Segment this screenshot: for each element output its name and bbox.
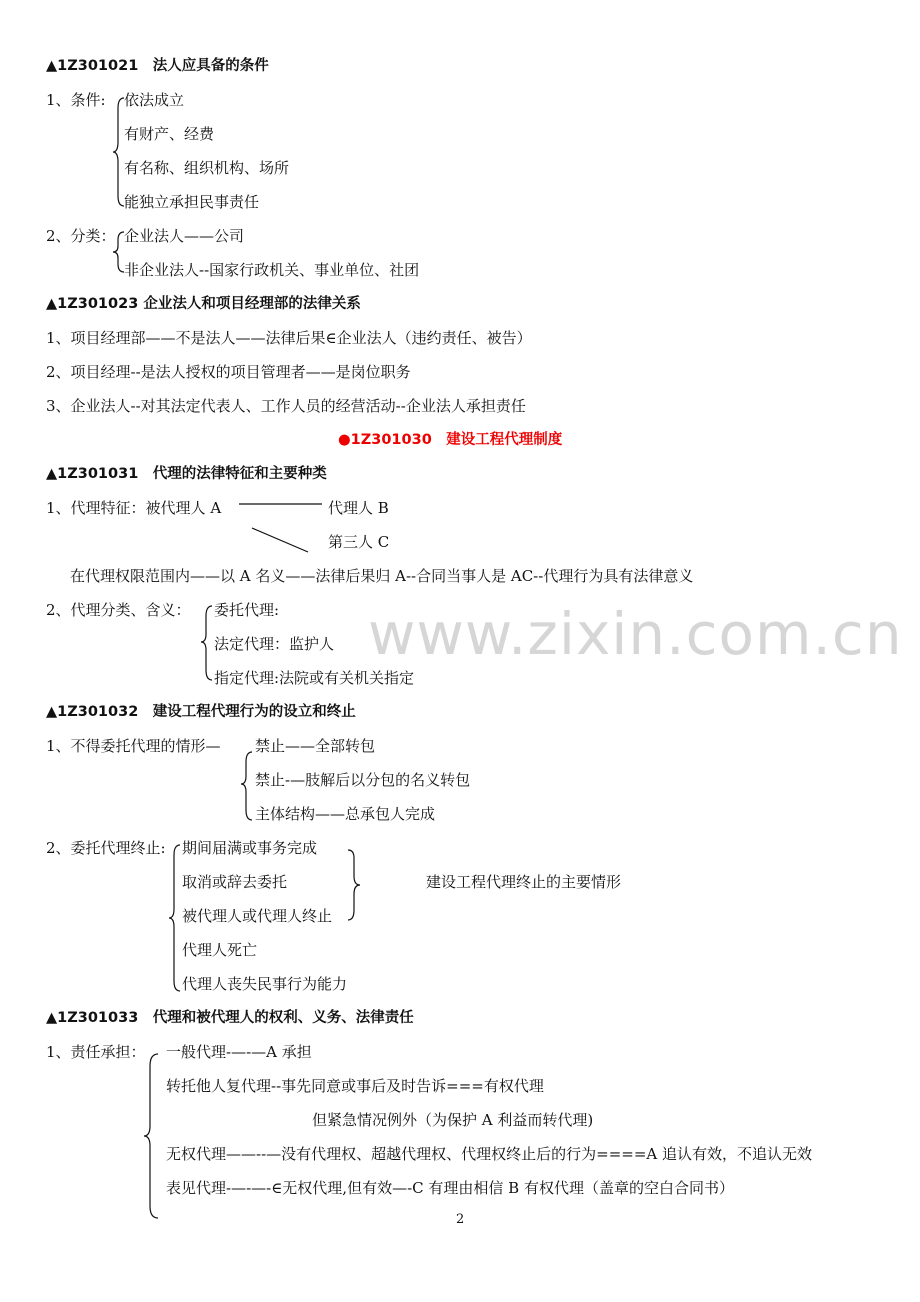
heading-1z301033: ▲1Z301033 代理和被代理人的权利、义务、法律责任 [46, 1010, 414, 1026]
text-line: 1、项目经理部——不是法人——法律后果∈企业法人（违约责任、被告） [46, 329, 532, 347]
classification-item: 非企业法人--国家行政机关、事业单位、社团 [124, 261, 420, 279]
no-delegation-item: 主体结构——总承包人完成 [255, 805, 436, 823]
conditions-label: 1、条件: [46, 91, 106, 109]
no-delegation-item: 禁止——全部转包 [255, 737, 376, 755]
brace-left-icon [168, 843, 182, 993]
termination-item: 代理人死亡 [182, 941, 258, 959]
brace-left-icon [142, 1052, 162, 1220]
termination-item: 取消或辞去委托 [182, 873, 288, 891]
heading-1z301031: ▲1Z301031 代理的法律特征和主要种类 [46, 466, 327, 482]
agency-type-item: 法定代理：监护人 [214, 635, 335, 653]
liability-item: 但紧急情况例外（为保护 A 利益而转代理) [312, 1111, 594, 1129]
brace-left-icon [112, 96, 126, 208]
classification-item: 企业法人——公司 [124, 227, 245, 245]
condition-item: 能独立承担民事责任 [124, 193, 260, 211]
termination-item: 代理人丧失民事行为能力 [182, 975, 348, 993]
agent-b-label: 代理人 B [328, 499, 389, 517]
liability-item: 表见代理-—-—-∈无权代理,但有效—-C 有理由相信 B 有权代理（盖章的空白合同书） [166, 1179, 734, 1197]
heading-1z301021: ▲1Z301021 法人应具备的条件 [46, 58, 269, 74]
agency-features-label: 1、代理特征：被代理人 A [46, 499, 222, 517]
page-number: 2 [456, 1212, 465, 1227]
brace-right-icon [346, 848, 364, 922]
relation-lines-icon [238, 500, 323, 556]
liability-item: 转托他人复代理--事先同意或事后及时告诉===有权代理 [166, 1077, 544, 1095]
agency-types-label: 2、代理分类、含义： [46, 601, 191, 619]
watermark: www.zixin.com.cn [368, 600, 903, 668]
section-title: ●1Z301030 建设工程代理制度 [338, 432, 563, 448]
termination-item: 被代理人或代理人终止 [182, 907, 333, 925]
no-delegation-item: 禁止-—肢解后以分包的名义转包 [255, 771, 471, 789]
text-line: 2、项目经理--是法人授权的项目管理者——是岗位职务 [46, 363, 411, 381]
text-line: 3、企业法人--对其法定代表人、工作人员的经营活动--企业法人承担责任 [46, 397, 526, 415]
agency-type-item: 指定代理:法院或有关机关指定 [214, 669, 415, 687]
liability-label: 1、责任承担： [46, 1043, 146, 1061]
brace-left-icon [112, 230, 126, 274]
agency-type-item: 委托代理: [214, 601, 280, 619]
heading-1z301032: ▲1Z301032 建设工程代理行为的设立和终止 [46, 704, 356, 720]
condition-item: 有财产、经费 [124, 125, 215, 143]
no-delegation-label: 1、不得委托代理的情形— [46, 737, 221, 755]
heading-1z301023: ▲1Z301023 企业法人和项目经理部的法律关系 [46, 296, 361, 312]
classification-label: 2、分类： [46, 227, 116, 245]
text-line: 在代理权限范围内——以 A 名义——法律后果归 A--合同当事人是 AC--代理行为具有法律意义 [70, 567, 694, 585]
condition-item: 有名称、组织机构、场所 [124, 159, 290, 177]
brace-left-icon [200, 604, 214, 684]
termination-note: 建设工程代理终止的主要情形 [426, 873, 622, 891]
brace-left-icon [240, 750, 254, 822]
termination-item: 期间届满或事务完成 [182, 839, 318, 857]
third-party-c-label: 第三人 C [328, 533, 390, 551]
liability-item: 无权代理——--—没有代理权、超越代理权、代理权终止后的行为====A 追认有效，不追认无效 [166, 1145, 813, 1163]
termination-label: 2、委托代理终止: [46, 839, 166, 857]
liability-item: 一般代理-—-—A 承担 [166, 1043, 312, 1061]
condition-item: 依法成立 [124, 91, 185, 109]
